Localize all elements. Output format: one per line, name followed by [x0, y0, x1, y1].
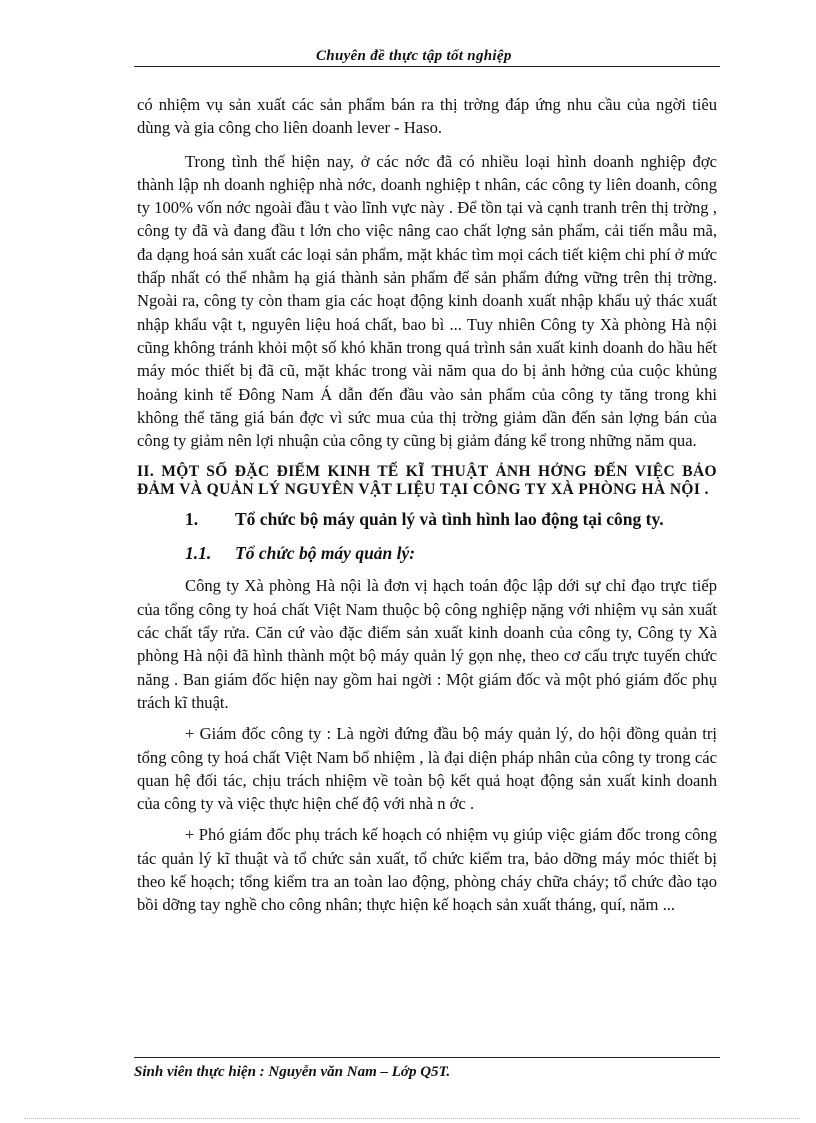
section-heading: II. MỘT SỐ ĐẶC ĐIỂM KINH TẾ KĨ THUẬT ẢNH HỞNG ĐẾN VIỆC BẢO ĐẢM VÀ QUẢN LÝ NGUYÊN VẬT LIỆU TẠI CÔNG TY XÀ PHÒNG HÀ NỘI .	[137, 463, 717, 498]
footer-divider	[134, 1057, 720, 1058]
paragraph-continuation: có nhiệm vụ sản xuất các sản phẩm bán ra thị trờng đáp ứng nhu cầu của ngời tiêu dùng và gia công cho liên doanh lever - Haso.	[137, 95, 717, 138]
heading-1	[137, 506, 717, 532]
page-bottom-border	[24, 1118, 800, 1119]
heading-1-1	[137, 540, 717, 566]
header-title: Chuyên đề thực tập tốt nghiệp	[316, 48, 512, 64]
heading-1-text: Tổ chức bộ máy quản lý và tình hình lao động tại công ty.	[235, 509, 664, 530]
paragraph-deputy-director: + Phó giám đốc phụ trách kế hoạch có nhiệm vụ giúp việc giám đốc trong công tác quản lý kĩ thuật và tổ chức sản xuất, tổ chức kiểm tra, bảo dỡng máy móc thiết bị theo kế hoạch; tổng kiểm tra an toàn lao động, phòng cháy chữa cháy; tổ chức đào tạo bồi dỡng tay nghề cho công nhân; thực hiện kế hoạch sản xuất tháng, quí, năm ...	[137, 825, 717, 915]
page-header	[134, 48, 720, 67]
footer-author: Sinh viên thực hiện : Nguyễn văn Nam – Lớp Q5T.	[134, 1064, 451, 1080]
heading-1-number: 1.	[185, 509, 199, 530]
paragraph-organization: Công ty Xà phòng Hà nội là đơn vị hạch toán độc lập dới sự chỉ đạo trực tiếp của tổng công ty hoá chất Việt Nam thuộc bộ công nghiệp nặng với nhiệm vụ sản xuất các chất tẩy rửa. Căn cứ vào đặc điểm sản xuất kinh doanh của công ty, Công ty Xà phòng Hà nội đã hình thành một bộ máy quản lý gọn nhẹ, theo cơ cấu trực tuyến chức năng . Ban giám đốc hiện nay gồm hai ngời : Một giám đốc và một phó giám đốc phụ trách kĩ thuật.	[137, 576, 717, 712]
heading-1-1-text: Tổ chức bộ máy quản lý:	[235, 543, 416, 564]
paragraph-current-situation: Trong tình thế hiện nay, ở các nớc đã có nhiều loại hình doanh nghiệp đợc thành lập nh doanh nghiệp nhà nớc, doanh nghiệp t nhân, các công ty liên doanh, công ty 100% vốn nớc ngoài đầu t vào lĩnh vực này . Để tồn tại và cạnh tranh trên thị trờng , công ty đã và đang đầu t lớn cho việc nâng cao chất lợng sản phẩm, cải tiến mẫu mã, đa dạng hoá sản xuất các loại sản phẩm, mặt khác tìm mọi cách tiết kiệm chi phí ở mức thấp nhất có thể nhằm hạ giá thành sản phẩm để sản phẩm đứng vững trên thị trờng. Ngoài ra, công ty còn tham gia các hoạt động kinh doanh xuất nhập khẩu uỷ thác xuất nhập khẩu vật t, nguyên liệu hoá chất, bao bì ... Tuy nhiên Công ty Xà phòng Hà nội cũng không tránh khỏi một số khó khăn trong quá trình sản xuất kinh doanh do hầu hết máy móc thiết bị đã cũ, mặt khác trong vài năm qua do bị ảnh hởng của cuộc khủng hoảng kinh tế Đông Nam Á dẫn đến đầu vào sản phẩm của công ty tăng trong khi không thể tăng giá bán đợc vì sức mua của thị trờng giảm dần đến sản lợng bán của công ty giảm nên lợi nhuận của công ty cũng bị giảm đáng kể trong những năm qua.	[137, 151, 717, 451]
paragraph-director: + Giám đốc công ty : Là ngời đứng đầu bộ máy quản lý, do hội đồng quản trị tổng công ty hoá chất Việt Nam bổ nhiệm , là đại diện pháp nhân của công ty trong các quan hệ đối tác, chịu trách nhiệm về toàn bộ kết quả hoạt động sản xuất kinh doanh của công ty và việc thực hiện chế độ với nhà n ớc .	[137, 724, 717, 814]
heading-1-1-number: 1.1.	[185, 543, 212, 564]
document-body	[137, 93, 717, 917]
